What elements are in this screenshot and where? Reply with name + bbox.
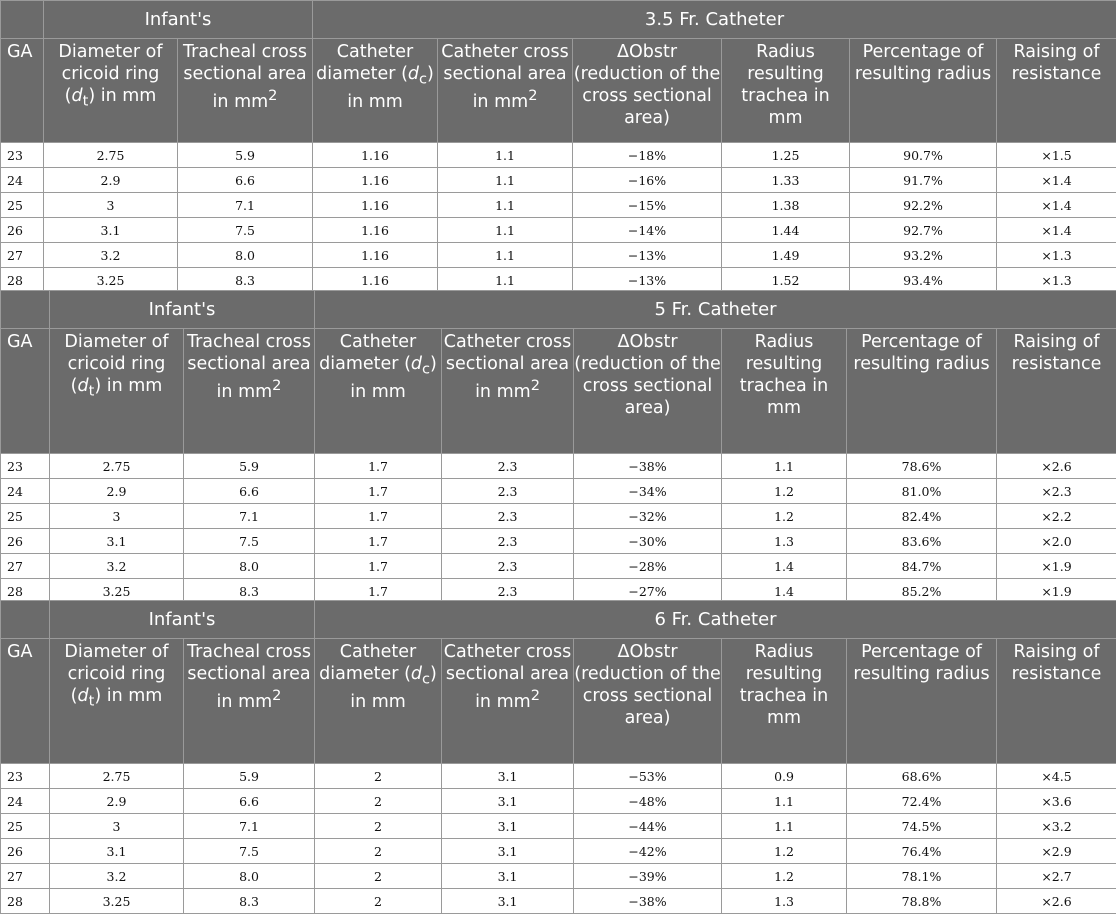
cell-tracheal-area: 6.6 [184,789,315,814]
table-1 [0,0,1116,295]
title-row [1,291,1116,329]
cell-ga: 26 [1,529,50,554]
cell-obstruction: −13% [573,243,722,268]
cell-catheter-diameter: 1.16 [313,168,438,193]
col-header-resulting-radius: Radius resulting trachea in mm [722,39,850,143]
table-row [1,504,1116,529]
cell-resulting-radius: 1.3 [722,889,847,914]
cell-obstruction: −27% [574,579,722,605]
cell-catheter-diameter: 1.16 [313,143,438,168]
cell-ga: 23 [1,143,44,168]
column-header-row [1,39,1116,143]
cell-tracheal-area: 8.0 [184,864,315,889]
col-header-catheter-diameter [315,639,442,764]
cell-catheter-area: 2.3 [442,529,574,554]
cell-resulting-radius: 1.2 [722,504,847,529]
cell-radius-percentage: 92.2% [850,193,997,218]
variable-d: d [408,64,419,84]
cell-tracheal-area: 8.0 [184,554,315,579]
cell-tracheal-area: 8.3 [178,268,313,294]
cell-radius-percentage: 74.5% [847,814,997,839]
cell-resistance-raise: ×4.5 [997,764,1116,789]
catheter-group-header: 5 Fr. Catheter [315,291,1116,329]
table-row [1,143,1116,168]
cell-catheter-diameter: 2 [315,814,442,839]
cell-catheter-diameter: 1.16 [313,193,438,218]
cell-ga: 26 [1,839,50,864]
cell-obstruction: −28% [574,554,722,579]
cell-tracheal-area: 5.9 [184,764,315,789]
header-text: Diameter of cricoid ring ( [64,642,168,706]
cell-resulting-radius: 1.33 [722,168,850,193]
col-header-cricoid-diameter [44,39,178,143]
column-header-row [1,639,1116,764]
cell-ga: 26 [1,218,44,243]
catheter-group-header: 3.5 Fr. Catheter [313,1,1116,39]
cell-resulting-radius: 1.3 [722,529,847,554]
cell-cricoid-diameter: 2.9 [44,168,178,193]
cell-resulting-radius: 1.49 [722,243,850,268]
cell-radius-percentage: 76.4% [847,839,997,864]
table-row [1,479,1116,504]
cell-radius-percentage: 78.1% [847,864,997,889]
col-header-tracheal-area [184,329,315,454]
infants-group-header: Infant's [50,291,315,329]
cell-cricoid-diameter: 3.1 [50,529,184,554]
superscript-2: 2 [531,687,540,704]
cell-catheter-area: 2.3 [442,554,574,579]
col-header-obstruction: ΔObstr (reduction of the cross sectional area) [574,639,722,764]
title-row [1,601,1116,639]
cell-tracheal-area: 7.1 [184,814,315,839]
cell-radius-percentage: 91.7% [850,168,997,193]
subscript-t: t [89,693,95,710]
cell-cricoid-diameter: 3 [44,193,178,218]
subscript-c: c [422,671,430,688]
col-header-ga: GA [1,639,50,764]
cell-resulting-radius: 1.25 [722,143,850,168]
cell-resistance-raise: ×2.6 [997,454,1116,479]
cell-resulting-radius: 1.52 [722,268,850,294]
cell-resulting-radius: 1.2 [722,864,847,889]
cell-cricoid-diameter: 2.9 [50,479,184,504]
cell-ga: 25 [1,504,50,529]
cell-cricoid-diameter: 3.2 [44,243,178,268]
cell-tracheal-area: 7.5 [178,218,313,243]
cell-tracheal-area: 6.6 [184,479,315,504]
cell-cricoid-diameter: 3.25 [44,268,178,294]
superscript-2: 2 [268,87,277,104]
col-header-resulting-radius: Radius resulting trachea in mm [722,639,847,764]
cell-resulting-radius: 1.2 [722,479,847,504]
variable-d: d [411,354,422,374]
cell-obstruction: −15% [573,193,722,218]
cell-resulting-radius: 0.9 [722,764,847,789]
cell-resistance-raise: ×2.0 [997,529,1116,554]
cell-obstruction: −13% [573,268,722,294]
cell-tracheal-area: 5.9 [178,143,313,168]
table-row [1,889,1116,914]
cell-tracheal-area: 8.0 [178,243,313,268]
cell-catheter-area: 1.1 [438,243,573,268]
cell-resistance-raise: ×3.2 [997,814,1116,839]
cell-resistance-raise: ×2.2 [997,504,1116,529]
col-header-catheter-area [442,329,574,454]
cell-catheter-diameter: 2 [315,839,442,864]
cell-resistance-raise: ×1.4 [997,168,1116,193]
cell-resistance-raise: ×2.9 [997,839,1116,864]
col-header-radius-percentage: Percentage of resulting radius [847,329,997,454]
cell-resulting-radius: 1.1 [722,454,847,479]
col-header-catheter-diameter [315,329,442,454]
variable-d: d [77,686,88,706]
cell-obstruction: −38% [574,454,722,479]
cell-obstruction: −14% [573,218,722,243]
table-row [1,454,1116,479]
superscript-2: 2 [528,87,537,104]
cell-catheter-diameter: 1.7 [315,504,442,529]
cell-resulting-radius: 1.4 [722,554,847,579]
cell-catheter-area: 1.1 [438,193,573,218]
col-header-tracheal-area [184,639,315,764]
cell-tracheal-area: 8.3 [184,889,315,914]
cell-resulting-radius: 1.44 [722,218,850,243]
header-text: Diameter of cricoid ring ( [58,42,162,106]
cell-resistance-raise: ×1.4 [997,218,1116,243]
col-header-resistance-raise: Raising of resistance [997,639,1116,764]
cell-ga: 28 [1,268,44,294]
cell-resulting-radius: 1.38 [722,193,850,218]
cell-catheter-diameter: 2 [315,864,442,889]
cell-obstruction: −34% [574,479,722,504]
subscript-t: t [89,383,95,400]
cell-radius-percentage: 93.2% [850,243,997,268]
cell-cricoid-diameter: 3 [50,504,184,529]
cell-ga: 23 [1,764,50,789]
cell-ga: 25 [1,193,44,218]
cell-ga: 28 [1,579,50,605]
cell-catheter-area: 3.1 [442,889,574,914]
table-row [1,814,1116,839]
cell-cricoid-diameter: 3.2 [50,554,184,579]
col-header-ga: GA [1,39,44,143]
col-header-ga: GA [1,329,50,454]
superscript-2: 2 [272,377,281,394]
cell-catheter-diameter: 1.7 [315,579,442,605]
cell-cricoid-diameter: 3 [50,814,184,839]
cell-obstruction: −48% [574,789,722,814]
cell-catheter-diameter: 1.7 [315,529,442,554]
subscript-c: c [419,71,427,88]
cell-resistance-raise: ×3.6 [997,789,1116,814]
superscript-2: 2 [272,687,281,704]
cell-catheter-area: 2.3 [442,579,574,605]
table-row [1,218,1116,243]
col-header-catheter-area [438,39,573,143]
cell-catheter-diameter: 1.16 [313,268,438,294]
table-row [1,789,1116,814]
cell-ga: 27 [1,554,50,579]
cell-resistance-raise: ×1.5 [997,143,1116,168]
cell-tracheal-area: 7.1 [184,504,315,529]
col-header-resulting-radius: Radius resulting trachea in mm [722,329,847,454]
cell-obstruction: −42% [574,839,722,864]
cell-resistance-raise: ×1.3 [997,268,1116,294]
header-text: Catheter diameter ( [319,642,416,684]
cell-ga: 27 [1,864,50,889]
cell-resulting-radius: 1.1 [722,814,847,839]
header-text: Tracheal cross sectional area in mm [187,642,311,712]
header-text: Catheter diameter ( [316,42,413,84]
cell-catheter-area: 3.1 [442,789,574,814]
cell-catheter-diameter: 1.16 [313,218,438,243]
corner-cell [1,1,44,39]
cell-catheter-diameter: 1.7 [315,554,442,579]
col-header-catheter-area [442,639,574,764]
cell-catheter-area: 2.3 [442,454,574,479]
header-text: Catheter cross sectional area in mm [444,332,571,402]
cell-cricoid-diameter: 3.25 [50,889,184,914]
header-text: ) in mm [88,86,156,106]
cell-resulting-radius: 1.4 [722,579,847,605]
header-text: Catheter cross sectional area in mm [441,42,568,112]
table-row [1,243,1116,268]
cell-tracheal-area: 8.3 [184,579,315,605]
cell-resistance-raise: ×1.3 [997,243,1116,268]
header-text: Tracheal cross sectional area in mm [183,42,307,112]
cell-radius-percentage: 85.2% [847,579,997,605]
header-text: Catheter cross sectional area in mm [444,642,571,712]
cell-catheter-area: 3.1 [442,814,574,839]
cell-resistance-raise: ×1.9 [997,554,1116,579]
table-2 [0,290,1116,606]
cell-catheter-area: 2.3 [442,479,574,504]
cell-radius-percentage: 92.7% [850,218,997,243]
cell-catheter-area: 3.1 [442,864,574,889]
cell-obstruction: −38% [574,889,722,914]
table-row [1,864,1116,889]
cell-catheter-diameter: 2 [315,889,442,914]
cell-radius-percentage: 78.6% [847,454,997,479]
cell-ga: 28 [1,889,50,914]
corner-cell [1,291,50,329]
cell-resulting-radius: 1.1 [722,789,847,814]
cell-obstruction: −53% [574,764,722,789]
cell-ga: 24 [1,168,44,193]
header-text: Catheter diameter ( [319,332,416,374]
superscript-2: 2 [531,377,540,394]
cell-resistance-raise: ×1.4 [997,193,1116,218]
col-header-obstruction: ΔObstr (reduction of the cross sectional area) [574,329,722,454]
cell-resulting-radius: 1.2 [722,839,847,864]
column-header-row [1,329,1116,454]
cell-obstruction: −44% [574,814,722,839]
cell-catheter-area: 1.1 [438,143,573,168]
header-text: ) in mm [350,664,437,712]
cell-resistance-raise: ×2.3 [997,479,1116,504]
cell-cricoid-diameter: 3.2 [50,864,184,889]
cell-resistance-raise: ×1.9 [997,579,1116,605]
col-header-resistance-raise: Raising of resistance [997,39,1116,143]
header-text: ) in mm [347,64,434,112]
cell-cricoid-diameter: 3.1 [44,218,178,243]
cell-radius-percentage: 82.4% [847,504,997,529]
infants-group-header: Infant's [50,601,315,639]
variable-d: d [77,376,88,396]
cell-radius-percentage: 93.4% [850,268,997,294]
cell-tracheal-area: 7.5 [184,839,315,864]
infants-group-header: Infant's [44,1,313,39]
subscript-c: c [422,361,430,378]
cell-radius-percentage: 83.6% [847,529,997,554]
header-text: Tracheal cross sectional area in mm [187,332,311,402]
cell-radius-percentage: 68.6% [847,764,997,789]
cell-obstruction: −18% [573,143,722,168]
cell-catheter-area: 1.1 [438,218,573,243]
table-row [1,839,1116,864]
cell-catheter-area: 3.1 [442,839,574,864]
cell-catheter-area: 1.1 [438,168,573,193]
cell-ga: 23 [1,454,50,479]
col-header-cricoid-diameter [50,329,184,454]
cell-resistance-raise: ×2.7 [997,864,1116,889]
subscript-t: t [83,93,89,110]
cell-cricoid-diameter: 2.9 [50,789,184,814]
table-row [1,764,1116,789]
cell-ga: 27 [1,243,44,268]
cell-cricoid-diameter: 2.75 [44,143,178,168]
header-text: ) in mm [94,376,162,396]
cell-radius-percentage: 72.4% [847,789,997,814]
table-row [1,529,1116,554]
table-row [1,193,1116,218]
cell-cricoid-diameter: 2.75 [50,454,184,479]
cell-tracheal-area: 6.6 [178,168,313,193]
table-row [1,554,1116,579]
cell-tracheal-area: 5.9 [184,454,315,479]
cell-tracheal-area: 7.1 [178,193,313,218]
cell-catheter-diameter: 2 [315,789,442,814]
cell-catheter-area: 3.1 [442,764,574,789]
cell-obstruction: −32% [574,504,722,529]
cell-ga: 24 [1,479,50,504]
cell-ga: 24 [1,789,50,814]
col-header-radius-percentage: Percentage of resulting radius [850,39,997,143]
cell-radius-percentage: 84.7% [847,554,997,579]
col-header-obstruction: ΔObstr (reduction of the cross sectional area) [573,39,722,143]
variable-d: d [71,86,82,106]
header-text: Diameter of cricoid ring ( [64,332,168,396]
cell-catheter-diameter: 1.7 [315,454,442,479]
cell-radius-percentage: 78.8% [847,889,997,914]
cell-catheter-area: 1.1 [438,268,573,294]
cell-catheter-area: 2.3 [442,504,574,529]
table-row [1,168,1116,193]
col-header-resistance-raise: Raising of resistance [997,329,1116,454]
cell-tracheal-area: 7.5 [184,529,315,554]
cell-catheter-diameter: 1.7 [315,479,442,504]
col-header-catheter-diameter [313,39,438,143]
table-3 [0,600,1116,914]
cell-obstruction: −30% [574,529,722,554]
cell-catheter-diameter: 2 [315,764,442,789]
cell-catheter-diameter: 1.16 [313,243,438,268]
cell-obstruction: −16% [573,168,722,193]
cell-radius-percentage: 90.7% [850,143,997,168]
cell-ga: 25 [1,814,50,839]
variable-d: d [411,664,422,684]
header-text: ) in mm [94,686,162,706]
cell-cricoid-diameter: 2.75 [50,764,184,789]
col-header-radius-percentage: Percentage of resulting radius [847,639,997,764]
col-header-cricoid-diameter [50,639,184,764]
cell-radius-percentage: 81.0% [847,479,997,504]
title-row [1,1,1116,39]
header-text: ) in mm [350,354,437,402]
cell-resistance-raise: ×2.6 [997,889,1116,914]
catheter-group-header: 6 Fr. Catheter [315,601,1116,639]
cell-cricoid-diameter: 3.25 [50,579,184,605]
col-header-tracheal-area [178,39,313,143]
cell-obstruction: −39% [574,864,722,889]
corner-cell [1,601,50,639]
cell-cricoid-diameter: 3.1 [50,839,184,864]
